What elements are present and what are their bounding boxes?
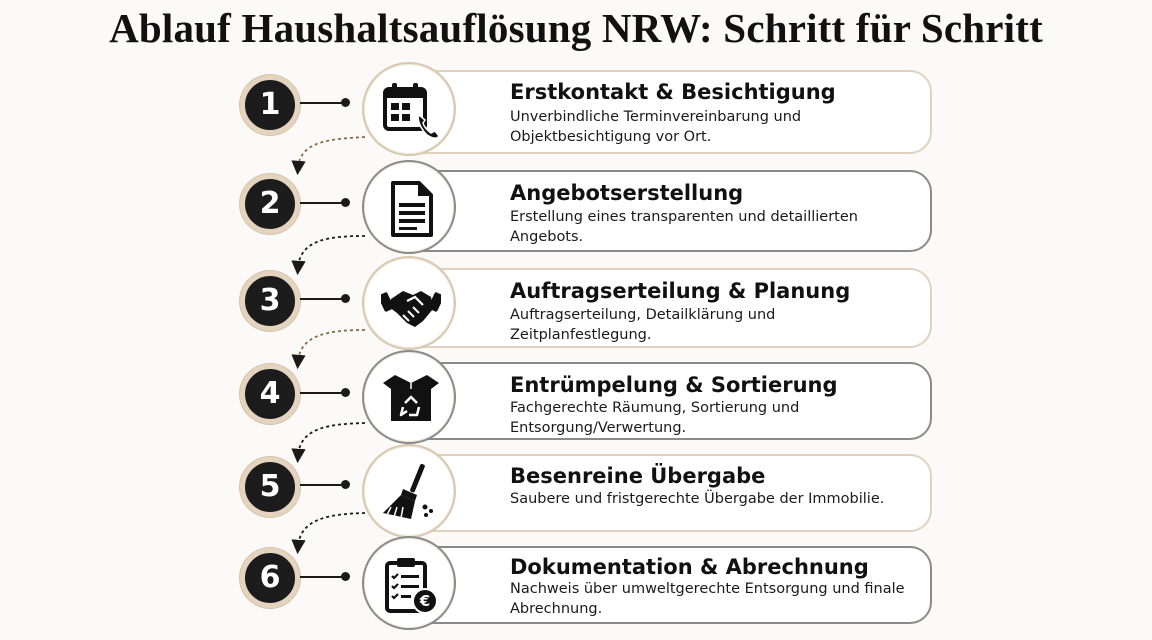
connector-line [300,484,345,486]
step-description: Auftragserteilung, Detailklärung und Zeitplanfestlegung. [510,307,776,343]
step-icon-circle [362,350,456,444]
page-title: Ablauf Haushaltsauflösung NRW: Schritt für Schritt [109,5,1043,51]
svg-text:€: € [419,592,431,610]
step-title: Entrümpelung & Sortierung [510,373,838,397]
step-description: Fachgerechte Räumung, Sortierung und Entsorgung/Verwertung. [510,400,800,436]
step-title: Auftragserteilung & Planung [510,279,851,303]
document-icon [381,179,441,239]
step-title: Besenreine Übergabe [510,464,766,488]
step-title: Angebotserstellung [510,181,744,205]
step-icon-circle [362,536,456,630]
flow-arrow-3 [298,330,365,362]
connector-line [300,102,345,104]
clipboard-euro-icon [381,555,441,615]
connector-dot [341,98,350,107]
step-icon-circle [362,160,456,254]
step-number-badge: 1 [240,75,300,135]
step-icon-circle [362,62,456,156]
flow-arrow-5 [298,513,365,547]
step-description: Erstellung eines transparenten und detaillierten Angebots. [510,209,858,245]
step-description: Unverbindliche Terminvereinbarung und Objektbesichtigung vor Ort. [510,109,802,145]
recycle-box-icon [381,369,441,429]
broom-icon [381,463,441,523]
handshake-icon [381,275,441,335]
step-number-badge: 2 [240,174,300,234]
step-number-badge: 3 [240,271,300,331]
step-title: Erstkontakt & Besichtigung [510,80,836,104]
flow-arrow-4 [298,423,365,456]
step-number-badge: 4 [240,364,300,424]
step-title: Dokumentation & Abrechnung [510,555,869,579]
connector-dot [341,198,350,207]
calendar-phone-icon [381,81,441,141]
connector-dot [341,294,350,303]
connector-line [300,202,345,204]
connector-line [300,576,345,578]
connector-line [300,392,345,394]
connector-dot [341,572,350,581]
connector-dot [341,388,350,397]
flow-arrow-2 [298,236,365,268]
connector-dot [341,480,350,489]
step-number-badge: 6 [240,548,300,608]
flow-arrow-1 [298,137,365,168]
step-icon-circle [362,256,456,350]
connector-line [300,298,345,300]
step-icon-circle [362,444,456,538]
step-number-badge: 5 [240,457,300,517]
step-description: Saubere und fristgerechte Übergabe der Immobilie. [510,491,885,507]
step-description: Nachweis über umweltgerechte Entsorgung und finale Abrechnung. [510,581,905,617]
